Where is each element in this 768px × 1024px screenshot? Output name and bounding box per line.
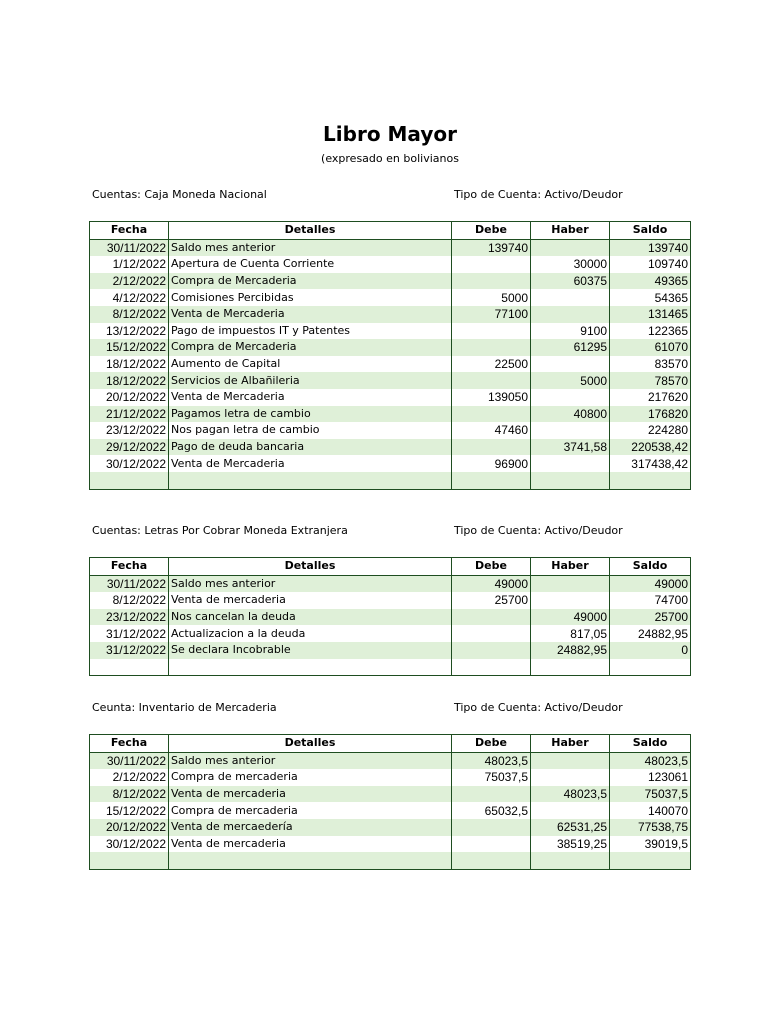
debit-cell [452, 372, 531, 389]
date-cell: 18/12/2022 [90, 372, 169, 389]
date-cell [90, 472, 169, 489]
table-row [90, 472, 691, 489]
credit-cell: 48023,5 [531, 786, 610, 803]
column-header-detalles: Detalles [169, 558, 452, 576]
credit-cell: 9100 [531, 323, 610, 340]
account-type: Tipo de Cuenta: Activo/Deudor [454, 524, 623, 537]
date-cell: 13/12/2022 [90, 323, 169, 340]
table-row [90, 802, 691, 819]
balance-cell: 49000 [610, 575, 691, 592]
table-row [90, 439, 691, 456]
balance-cell: 109740 [610, 256, 691, 273]
debit-cell [452, 439, 531, 456]
credit-cell [531, 306, 610, 323]
credit-cell: 40800 [531, 406, 610, 423]
table-row [90, 323, 691, 340]
table-row [90, 389, 691, 406]
column-header-haber: Haber [531, 735, 610, 753]
date-cell: 1/12/2022 [90, 256, 169, 273]
detail-cell: Saldo mes anterior [169, 752, 452, 769]
table-header-row [90, 735, 691, 753]
ledger-table-inventario [89, 734, 691, 870]
credit-cell [531, 752, 610, 769]
detail-cell: Venta de Mercaderia [169, 306, 452, 323]
table-header-row [90, 558, 691, 576]
date-cell: 8/12/2022 [90, 786, 169, 803]
ledger-table-letras [89, 557, 691, 676]
date-cell: 23/12/2022 [90, 609, 169, 626]
table-row [90, 786, 691, 803]
detail-cell: Nos pagan letra de cambio [169, 422, 452, 439]
credit-cell: 30000 [531, 256, 610, 273]
date-cell: 30/12/2022 [90, 455, 169, 472]
credit-cell: 3741,58 [531, 439, 610, 456]
table-row [90, 239, 691, 256]
debit-cell: 75037,5 [452, 769, 531, 786]
credit-cell [531, 455, 610, 472]
table-row [90, 406, 691, 423]
credit-cell [531, 769, 610, 786]
detail-cell: Saldo mes anterior [169, 575, 452, 592]
page-title: Libro Mayor [323, 122, 457, 146]
date-cell: 8/12/2022 [90, 592, 169, 609]
detail-cell: Apertura de Cuenta Corriente [169, 256, 452, 273]
debit-cell: 47460 [452, 422, 531, 439]
credit-cell [531, 422, 610, 439]
detail-cell: Nos cancelan la deuda [169, 609, 452, 626]
table-row [90, 659, 691, 676]
detail-cell: Pago de deuda bancaria [169, 439, 452, 456]
detail-cell: Venta de Mercaderia [169, 455, 452, 472]
detail-cell: Se declara Incobrable [169, 642, 452, 659]
table-row [90, 372, 691, 389]
balance-cell: 123061 [610, 769, 691, 786]
debit-cell [452, 659, 531, 676]
date-cell: 2/12/2022 [90, 769, 169, 786]
date-cell: 31/12/2022 [90, 642, 169, 659]
date-cell [90, 852, 169, 869]
debit-cell [452, 836, 531, 853]
date-cell: 18/12/2022 [90, 356, 169, 373]
table-row [90, 752, 691, 769]
table-row [90, 592, 691, 609]
date-cell: 20/12/2022 [90, 819, 169, 836]
table-row [90, 836, 691, 853]
table-row [90, 769, 691, 786]
detail-cell: Servicios de Albañileria [169, 372, 452, 389]
detail-cell: Venta de mercaderia [169, 786, 452, 803]
balance-cell [610, 472, 691, 489]
balance-cell: 224280 [610, 422, 691, 439]
date-cell: 15/12/2022 [90, 339, 169, 356]
detail-cell: Venta de mercaderia [169, 836, 452, 853]
date-cell: 2/12/2022 [90, 273, 169, 290]
table-row [90, 625, 691, 642]
date-cell: 21/12/2022 [90, 406, 169, 423]
credit-cell: 38519,25 [531, 836, 610, 853]
balance-cell: 122365 [610, 323, 691, 340]
balance-cell: 48023,5 [610, 752, 691, 769]
column-header-debe: Debe [452, 735, 531, 753]
balance-cell: 39019,5 [610, 836, 691, 853]
balance-cell: 131465 [610, 306, 691, 323]
account-header-letras [92, 524, 692, 540]
balance-cell [610, 659, 691, 676]
column-header-saldo: Saldo [610, 735, 691, 753]
detail-cell: Comisiones Percibidas [169, 289, 452, 306]
detail-cell [169, 659, 452, 676]
date-cell: 31/12/2022 [90, 625, 169, 642]
column-header-saldo: Saldo [610, 222, 691, 240]
table-row [90, 339, 691, 356]
balance-cell: 0 [610, 642, 691, 659]
column-header-haber: Haber [531, 222, 610, 240]
column-header-fecha: Fecha [90, 558, 169, 576]
table-header-row [90, 222, 691, 240]
column-header-debe: Debe [452, 558, 531, 576]
table-row [90, 852, 691, 869]
account-header-inventario [92, 701, 692, 717]
date-cell: 15/12/2022 [90, 802, 169, 819]
date-cell: 30/11/2022 [90, 239, 169, 256]
balance-cell: 54365 [610, 289, 691, 306]
table-row [90, 575, 691, 592]
column-header-detalles: Detalles [169, 735, 452, 753]
credit-cell: 61295 [531, 339, 610, 356]
date-cell: 8/12/2022 [90, 306, 169, 323]
detail-cell: Venta de mercaderia [169, 592, 452, 609]
debit-cell: 96900 [452, 455, 531, 472]
credit-cell: 817,05 [531, 625, 610, 642]
table-row [90, 819, 691, 836]
debit-cell [452, 472, 531, 489]
balance-cell: 75037,5 [610, 786, 691, 803]
table-row [90, 422, 691, 439]
date-cell: 30/11/2022 [90, 575, 169, 592]
debit-cell [452, 786, 531, 803]
ledger-table-caja [89, 221, 691, 490]
credit-cell: 62531,25 [531, 819, 610, 836]
debit-cell [452, 625, 531, 642]
balance-cell: 25700 [610, 609, 691, 626]
debit-cell [452, 339, 531, 356]
detail-cell [169, 852, 452, 869]
debit-cell: 5000 [452, 289, 531, 306]
balance-cell: 220538,42 [610, 439, 691, 456]
date-cell: 30/11/2022 [90, 752, 169, 769]
detail-cell: Compra de mercaderia [169, 802, 452, 819]
debit-cell: 139740 [452, 239, 531, 256]
detail-cell: Compra de Mercaderia [169, 339, 452, 356]
account-header-caja [92, 188, 692, 204]
debit-cell: 65032,5 [452, 802, 531, 819]
balance-cell: 78570 [610, 372, 691, 389]
detail-cell [169, 472, 452, 489]
balance-cell: 61070 [610, 339, 691, 356]
date-cell [90, 659, 169, 676]
debit-cell [452, 406, 531, 423]
balance-cell: 24882,95 [610, 625, 691, 642]
table-row [90, 256, 691, 273]
balance-cell: 317438,42 [610, 455, 691, 472]
date-cell: 4/12/2022 [90, 289, 169, 306]
debit-cell: 48023,5 [452, 752, 531, 769]
column-header-debe: Debe [452, 222, 531, 240]
detail-cell: Venta de Mercaderia [169, 389, 452, 406]
credit-cell [531, 289, 610, 306]
debit-cell [452, 819, 531, 836]
detail-cell: Pagamos letra de cambio [169, 406, 452, 423]
debit-cell [452, 273, 531, 290]
credit-cell [531, 472, 610, 489]
table-row [90, 289, 691, 306]
date-cell: 23/12/2022 [90, 422, 169, 439]
debit-cell: 22500 [452, 356, 531, 373]
debit-cell [452, 642, 531, 659]
detail-cell: Aumento de Capital [169, 356, 452, 373]
balance-cell: 77538,75 [610, 819, 691, 836]
balance-cell: 217620 [610, 389, 691, 406]
column-header-fecha: Fecha [90, 735, 169, 753]
detail-cell: Pago de impuestos IT y Patentes [169, 323, 452, 340]
account-type: Tipo de Cuenta: Activo/Deudor [454, 188, 623, 201]
balance-cell: 176820 [610, 406, 691, 423]
credit-cell: 60375 [531, 273, 610, 290]
account-name: Cuentas: Letras Por Cobrar Moneda Extranjera [92, 524, 348, 537]
table-row [90, 609, 691, 626]
account-name: Cuentas: Caja Moneda Nacional [92, 188, 267, 201]
column-header-saldo: Saldo [610, 558, 691, 576]
debit-cell: 25700 [452, 592, 531, 609]
credit-cell [531, 239, 610, 256]
table-row [90, 306, 691, 323]
balance-cell: 49365 [610, 273, 691, 290]
date-cell: 20/12/2022 [90, 389, 169, 406]
debit-cell: 139050 [452, 389, 531, 406]
column-header-detalles: Detalles [169, 222, 452, 240]
credit-cell [531, 575, 610, 592]
column-header-haber: Haber [531, 558, 610, 576]
table-row [90, 455, 691, 472]
balance-cell: 74700 [610, 592, 691, 609]
table-row [90, 273, 691, 290]
account-name: Ceunta: Inventario de Mercaderia [92, 701, 277, 714]
page-subtitle: (expresado en bolivianos [321, 152, 459, 165]
date-cell: 29/12/2022 [90, 439, 169, 456]
credit-cell: 24882,95 [531, 642, 610, 659]
debit-cell: 49000 [452, 575, 531, 592]
balance-cell [610, 852, 691, 869]
detail-cell: Actualizacion a la deuda [169, 625, 452, 642]
debit-cell [452, 256, 531, 273]
table-row [90, 356, 691, 373]
credit-cell [531, 852, 610, 869]
credit-cell [531, 802, 610, 819]
column-header-fecha: Fecha [90, 222, 169, 240]
credit-cell: 5000 [531, 372, 610, 389]
balance-cell: 140070 [610, 802, 691, 819]
debit-cell [452, 609, 531, 626]
credit-cell: 49000 [531, 609, 610, 626]
debit-cell: 77100 [452, 306, 531, 323]
credit-cell [531, 356, 610, 373]
credit-cell [531, 592, 610, 609]
debit-cell [452, 323, 531, 340]
date-cell: 30/12/2022 [90, 836, 169, 853]
credit-cell [531, 659, 610, 676]
debit-cell [452, 852, 531, 869]
table-row [90, 642, 691, 659]
detail-cell: Saldo mes anterior [169, 239, 452, 256]
detail-cell: Compra de mercaderia [169, 769, 452, 786]
detail-cell: Venta de mercaedería [169, 819, 452, 836]
credit-cell [531, 389, 610, 406]
detail-cell: Compra de Mercaderia [169, 273, 452, 290]
balance-cell: 139740 [610, 239, 691, 256]
balance-cell: 83570 [610, 356, 691, 373]
account-type: Tipo de Cuenta: Activo/Deudor [454, 701, 623, 714]
